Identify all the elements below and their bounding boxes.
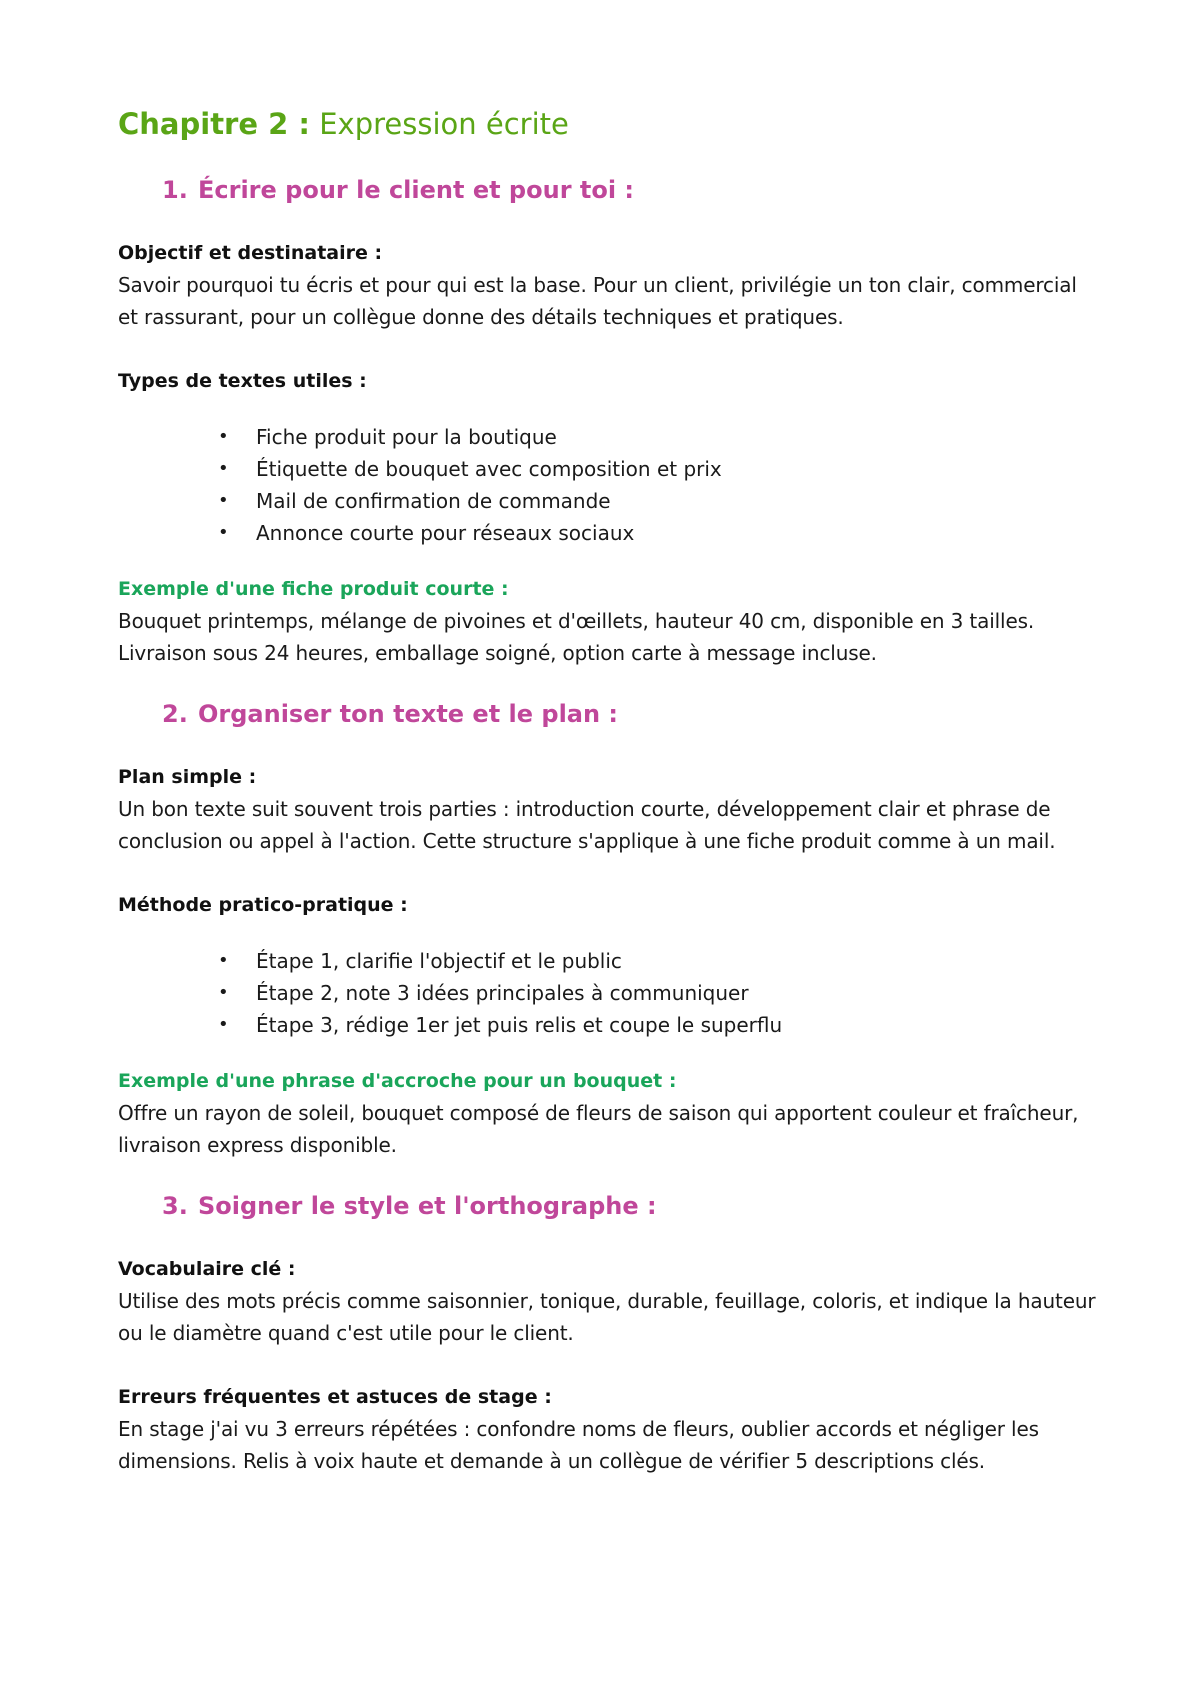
section-1-number: 1. bbox=[162, 176, 188, 204]
chapter-label: Chapitre 2 : bbox=[118, 107, 310, 141]
list-item: • Étape 2, note 3 idées principales à communiquer bbox=[218, 977, 1098, 1009]
bullet-icon: • bbox=[218, 490, 229, 511]
section-2-label-plan: Plan simple : bbox=[118, 766, 257, 788]
section-1-example-text: Bouquet printemps, mélange de pivoines et d'œillets, hauteur 40 cm, disponible en 3 tailles. Livraison sous 24 heures, emballage soigné, option carte à message incluse. bbox=[118, 609, 1035, 665]
list-item: • Étape 1, clarifie l'objectif et le public bbox=[218, 945, 1098, 977]
section-2-heading bbox=[118, 697, 1098, 731]
bullet-icon: • bbox=[218, 458, 229, 479]
section-2-title: Organiser ton texte et le plan : bbox=[198, 700, 619, 728]
section-2-example-label: Exemple d'une phrase d'accroche pour un bouquet : bbox=[118, 1070, 677, 1092]
section-1-objective-text: Savoir pourquoi tu écris et pour qui est la base. Pour un client, privilégie un ton clair, commercial et rassurant, pour un collègue donne des détails techniques et pratiques. bbox=[118, 273, 1077, 329]
chapter-title bbox=[118, 104, 1098, 144]
bullet-icon: • bbox=[218, 982, 229, 1003]
section-3-label-vocabulary: Vocabulaire clé : bbox=[118, 1258, 296, 1280]
section-2-plan-text: Un bon texte suit souvent trois parties : introduction courte, développement clair et phrase de conclusion ou appel à l'action. Cette structure s'applique à une fiche produit comme à un mail. bbox=[118, 797, 1056, 853]
section-2-example-text: Offre un rayon de soleil, bouquet composé de fleurs de saison qui apportent couleur et fraîcheur, livraison express disponible. bbox=[118, 1101, 1079, 1157]
list-item: • Annonce courte pour réseaux sociaux bbox=[218, 517, 1098, 549]
list-item: • Fiche produit pour la boutique bbox=[218, 421, 1098, 453]
section-3-title: Soigner le style et l'orthographe : bbox=[198, 1192, 657, 1220]
bullet-icon: • bbox=[218, 1014, 229, 1035]
section-1-title: Écrire pour le client et pour toi : bbox=[198, 176, 635, 204]
bullet-icon: • bbox=[218, 950, 229, 971]
section-1-example-label: Exemple d'une fiche produit courte : bbox=[118, 578, 509, 600]
section-3-label-errors: Erreurs fréquentes et astuces de stage : bbox=[118, 1386, 552, 1408]
section-3-number: 3. bbox=[162, 1192, 188, 1220]
section-1-label-objective: Objectif et destinataire : bbox=[118, 242, 383, 264]
section-3-vocabulary-text: Utilise des mots précis comme saisonnier, tonique, durable, feuillage, coloris, et indique la hauteur ou le diamètre quand c'est utile pour le client. bbox=[118, 1289, 1096, 1345]
list-item: • Étiquette de bouquet avec composition et prix bbox=[218, 453, 1098, 485]
chapter-name: Expression écrite bbox=[319, 107, 569, 141]
section-2-label-method: Méthode pratico-pratique : bbox=[118, 894, 408, 916]
section-2-number: 2. bbox=[162, 700, 188, 728]
section-3-heading bbox=[118, 1189, 1098, 1223]
section-1-label-types: Types de textes utiles : bbox=[118, 370, 367, 392]
bullet-icon: • bbox=[218, 426, 229, 447]
list-item: • Mail de confirmation de commande bbox=[218, 485, 1098, 517]
bullet-icon: • bbox=[218, 522, 229, 543]
section-3-errors-text: En stage j'ai vu 3 erreurs répétées : confondre noms de fleurs, oublier accords et négliger les dimensions. Relis à voix haute et demande à un collègue de vérifier 5 descriptions clés. bbox=[118, 1417, 1039, 1473]
section-1-heading bbox=[118, 173, 1098, 207]
list-item: • Étape 3, rédige 1er jet puis relis et coupe le superflu bbox=[218, 1009, 1098, 1041]
section-1-bullet-list bbox=[118, 421, 1098, 549]
section-2-bullet-list bbox=[118, 945, 1098, 1041]
document-page bbox=[118, 104, 1098, 1477]
